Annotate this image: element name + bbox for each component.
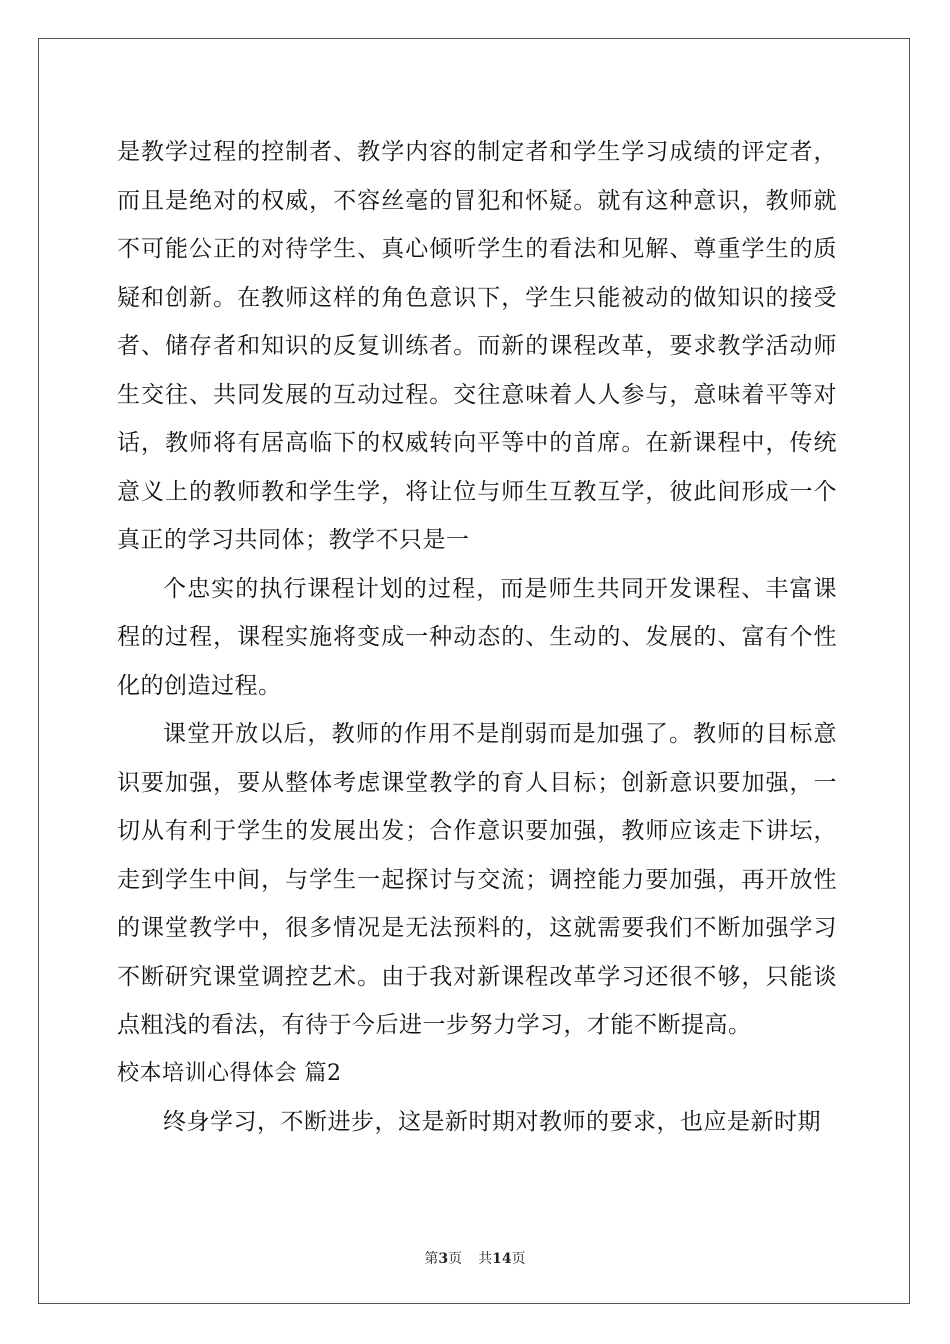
document-body	[117, 128, 837, 1147]
footer-page-number: 3	[438, 1251, 449, 1267]
section-heading: 校本培训心得体会 篇2	[117, 1060, 342, 1086]
page-footer	[0, 1248, 950, 1268]
footer-page-suffix: 页	[448, 1251, 463, 1267]
paragraph-4: 终身学习，不断进步，这是新时期对教师的要求，也应是新时期	[163, 1109, 821, 1135]
paragraph-3: 课堂开放以后，教师的作用不是削弱而是加强了。教师的目标意识要加强，要从整体考虑课堂教学的育人目标；创新意识要加强，一切从有利于学生的发展出发；合作意识要加强，教师应该走下讲坛，走到学生中间，与学生一起探讨与交流；调控能力要加强，再开放性的课堂教学中，很多情况是无法预料的，这就需要我们不断加强学习不断研究课堂调控艺术。由于我对新课程改革学习还很不够，只能谈点粗浅的看法，有待于今后进一步努力学习，才能不断提高。	[117, 721, 837, 1038]
footer-total-suffix: 页	[511, 1251, 526, 1267]
paragraph-1: 是教学过程的控制者、教学内容的制定者和学生学习成绩的评定者，而且是绝对的权威，不容丝毫的冒犯和怀疑。就有这种意识，教师就不可能公正的对待学生、真心倾听学生的看法和见解、尊重学生的质疑和创新。在教师这样的角色意识下，学生只能被动的做知识的接受者、储存者和知识的反复训练者。而新的课程改革，要求教学活动师生交往、共同发展的互动过程。交往意味着人人参与，意味着平等对话，教师将有居高临下的权威转向平等中的首席。在新课程中，传统意义上的教师教和学生学，将让位与师生互教互学，彼此间形成一个真正的学习共同体；教学不只是一	[117, 139, 837, 553]
footer-total-prefix: 共	[478, 1251, 493, 1267]
footer-total-pages: 14	[492, 1251, 512, 1267]
paragraph-2: 个忠实的执行课程计划的过程，而是师生共同开发课程、丰富课程的过程，课程实施将变成一种动态的、生动的、发展的、富有个性化的创造过程。	[117, 575, 837, 699]
footer-page-prefix: 第	[424, 1251, 439, 1267]
